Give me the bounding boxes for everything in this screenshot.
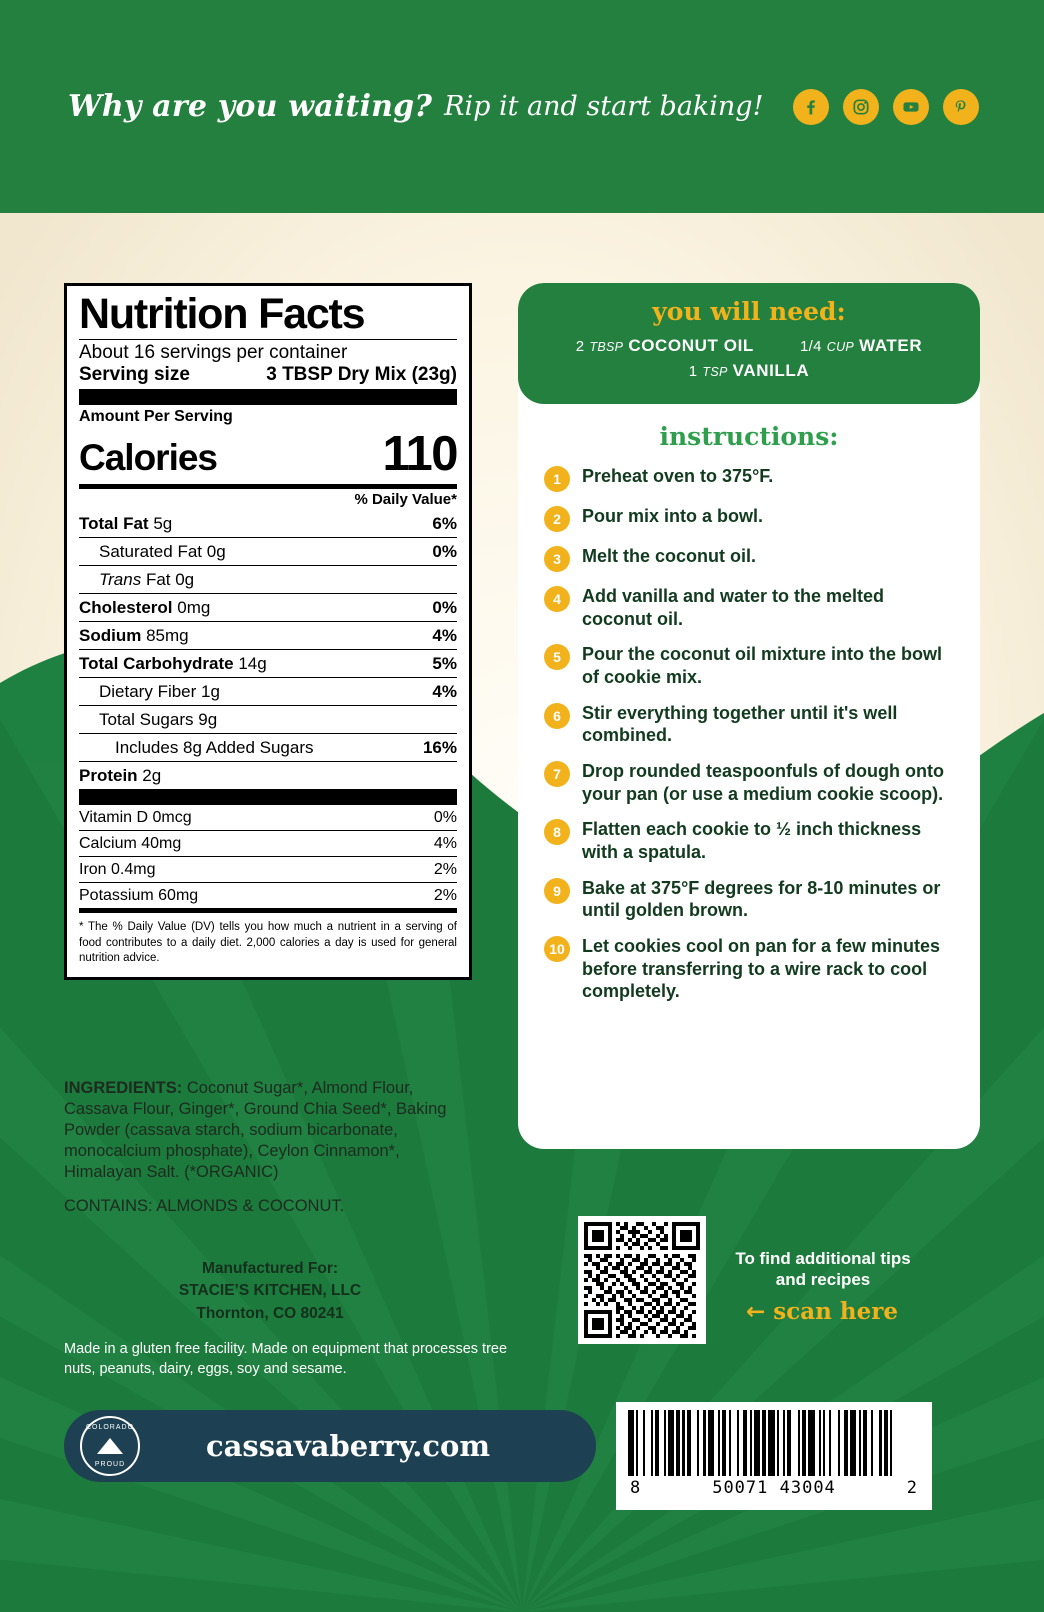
nutrition-title: Nutrition Facts <box>79 290 365 338</box>
table-row: Total Fat 5g 6% <box>79 510 457 538</box>
step-text: Preheat oven to 375°F. <box>582 466 774 486</box>
step-number: 5 <box>544 644 570 670</box>
amount-per-serving-label: Amount Per Serving <box>79 408 233 426</box>
you-will-need-title: you will need: <box>652 297 846 326</box>
table-row: Iron 0.4mg 2% <box>79 857 457 883</box>
table-row: Dietary Fiber 1g 4% <box>79 678 457 706</box>
left-arrow-icon: ← <box>746 1299 766 1325</box>
mountain-icon <box>97 1438 123 1454</box>
ingredients-block <box>64 1078 476 1217</box>
calories-label: Calories <box>79 437 218 479</box>
table-row: Protein 2g <box>79 766 162 786</box>
table-row: Total Sugars 9g <box>79 706 457 734</box>
company-address: Thornton, CO 80241 <box>196 1304 344 1322</box>
facility-disclaimer: Made in a gluten free facility. Made on equipment that processes tree nuts, peanuts, dairy, eggs, soy and sesame. <box>64 1341 508 1377</box>
table-row: Potassium 60mg 2% <box>79 883 457 913</box>
list-item <box>544 643 954 688</box>
company-name: STACIE’S KITCHEN, LLC <box>178 1282 362 1300</box>
serving-size-value: 3 TBSP Dry Mix (23g) <box>266 364 457 386</box>
header-title: Why are you waiting? <box>68 89 433 124</box>
step-number: 2 <box>544 506 570 532</box>
servings-per-container: About 16 servings per container <box>79 342 348 364</box>
manufactured-for-label: Manufactured For: <box>201 1260 339 1277</box>
website-url[interactable]: cassavaberry.com <box>205 1429 491 1463</box>
daily-value-header: % Daily Value* <box>354 491 457 509</box>
table-row: Cholesterol 0mg 0% <box>79 594 457 622</box>
pinterest-icon[interactable] <box>943 89 979 125</box>
instruction-steps <box>518 465 980 1003</box>
step-text: Stir everything together until it's well combined. <box>582 702 898 746</box>
list-item <box>544 935 954 1003</box>
badge-bottom-text: PROUD <box>94 1461 126 1468</box>
step-number: 1 <box>544 466 570 492</box>
list-item <box>544 760 954 805</box>
step-number: 9 <box>544 878 570 904</box>
step-text: Let cookies cool on pan for a few minutes before transferring to a wire rack to cool completely. <box>582 936 941 1002</box>
recipe-card <box>518 283 980 1149</box>
list-item <box>544 877 954 922</box>
table-row: Sodium 85mg 4% <box>79 622 457 650</box>
list-item <box>544 702 954 747</box>
step-number: 6 <box>544 703 570 729</box>
need-items-row-1: 2 TBSP COCONUT OIL 1/4 CUP WATER <box>575 336 923 355</box>
daily-value-footnote: * The % Daily Value (DV) tells you how much a nutrient in a serving of food contributes to a daily diet. 2,000 calories a day is used for general nutrition advice. <box>79 921 457 965</box>
ingredients-label: INGREDIENTS: <box>64 1079 183 1097</box>
badge-top-text: COLORADO <box>85 1424 135 1431</box>
step-text: Add vanilla and water to the melted coconut oil. <box>582 586 885 629</box>
instagram-icon[interactable] <box>843 89 879 125</box>
barcode-digits <box>628 1476 920 1498</box>
qr-caption: To find additional tips and recipes <box>735 1249 911 1290</box>
website-pill[interactable] <box>64 1410 596 1482</box>
step-text: Pour mix into a bowl. <box>582 506 764 526</box>
allergen-contains: CONTAINS: ALMONDS & COCONUT. <box>64 1196 345 1215</box>
ingredients-text: Coconut Sugar*, Almond Flour, Cassava Flour, Ginger*, Ground Chia Seed*, Baking Powder (cassava starch, sodium bicarbonate, monocalcium phosphate), Ceylon Cinnamon*, Himalayan Salt. (*ORGANIC) <box>64 1079 447 1182</box>
step-number: 3 <box>544 546 570 572</box>
header-subtitle: Rip it and start baking! <box>444 91 764 122</box>
step-text: Pour the coconut oil mixture into the bowl of cookie mix. <box>582 644 942 688</box>
list-item <box>544 585 954 630</box>
step-number: 8 <box>544 819 570 845</box>
step-text: Flatten each cookie to ½ inch thickness with a spatula. <box>582 819 922 863</box>
barcode-bars <box>628 1410 920 1476</box>
list-item <box>544 545 954 572</box>
nutrient-rows <box>79 510 457 789</box>
nutrition-facts-panel <box>64 283 472 980</box>
list-item <box>544 505 954 532</box>
barcode-digit-right: 2 <box>906 1478 918 1498</box>
youtube-icon[interactable] <box>893 89 929 125</box>
scan-here-text: scan here <box>773 1298 898 1325</box>
you-will-need-section <box>518 283 980 404</box>
table-row: Saturated Fat 0g 0% <box>79 538 457 566</box>
facebook-icon[interactable] <box>793 89 829 125</box>
vitamin-rows <box>79 805 457 913</box>
colorado-proud-badge <box>80 1416 140 1476</box>
instructions-title: instructions: <box>659 422 839 451</box>
scan-here-label <box>712 1298 932 1325</box>
calories-value: 110 <box>382 427 457 482</box>
step-number: 4 <box>544 586 570 612</box>
barcode <box>616 1402 932 1510</box>
table-row: Calcium 40mg 4% <box>79 831 457 857</box>
step-number: 7 <box>544 761 570 787</box>
table-row: Includes 8g Added Sugars 16% <box>79 734 457 762</box>
table-row: Total Carbohydrate 14g 5% <box>79 650 457 678</box>
manufacturer-block <box>64 1258 476 1325</box>
need-items-row-2: 1 TSP VANILLA <box>688 361 810 380</box>
table-row: Trans Fat 0g <box>79 566 457 594</box>
table-row: Vitamin D 0mcg 0% <box>79 805 457 831</box>
barcode-digit-left: 8 <box>630 1478 642 1498</box>
header-banner <box>0 0 1044 213</box>
list-item <box>544 465 954 492</box>
step-number: 10 <box>544 936 570 962</box>
serving-size-label: Serving size <box>79 364 190 386</box>
step-text: Bake at 375°F degrees for 8-10 minutes or until golden brown. <box>582 877 941 921</box>
step-text: Melt the coconut oil. <box>582 546 756 566</box>
qr-code[interactable] <box>578 1216 706 1344</box>
list-item <box>544 818 954 863</box>
step-text: Drop rounded teaspoonfuls of dough onto your pan (or use a medium cookie scoop). <box>582 761 944 804</box>
social-links <box>793 89 979 125</box>
barcode-digit-mid: 50071 43004 <box>712 1478 836 1498</box>
